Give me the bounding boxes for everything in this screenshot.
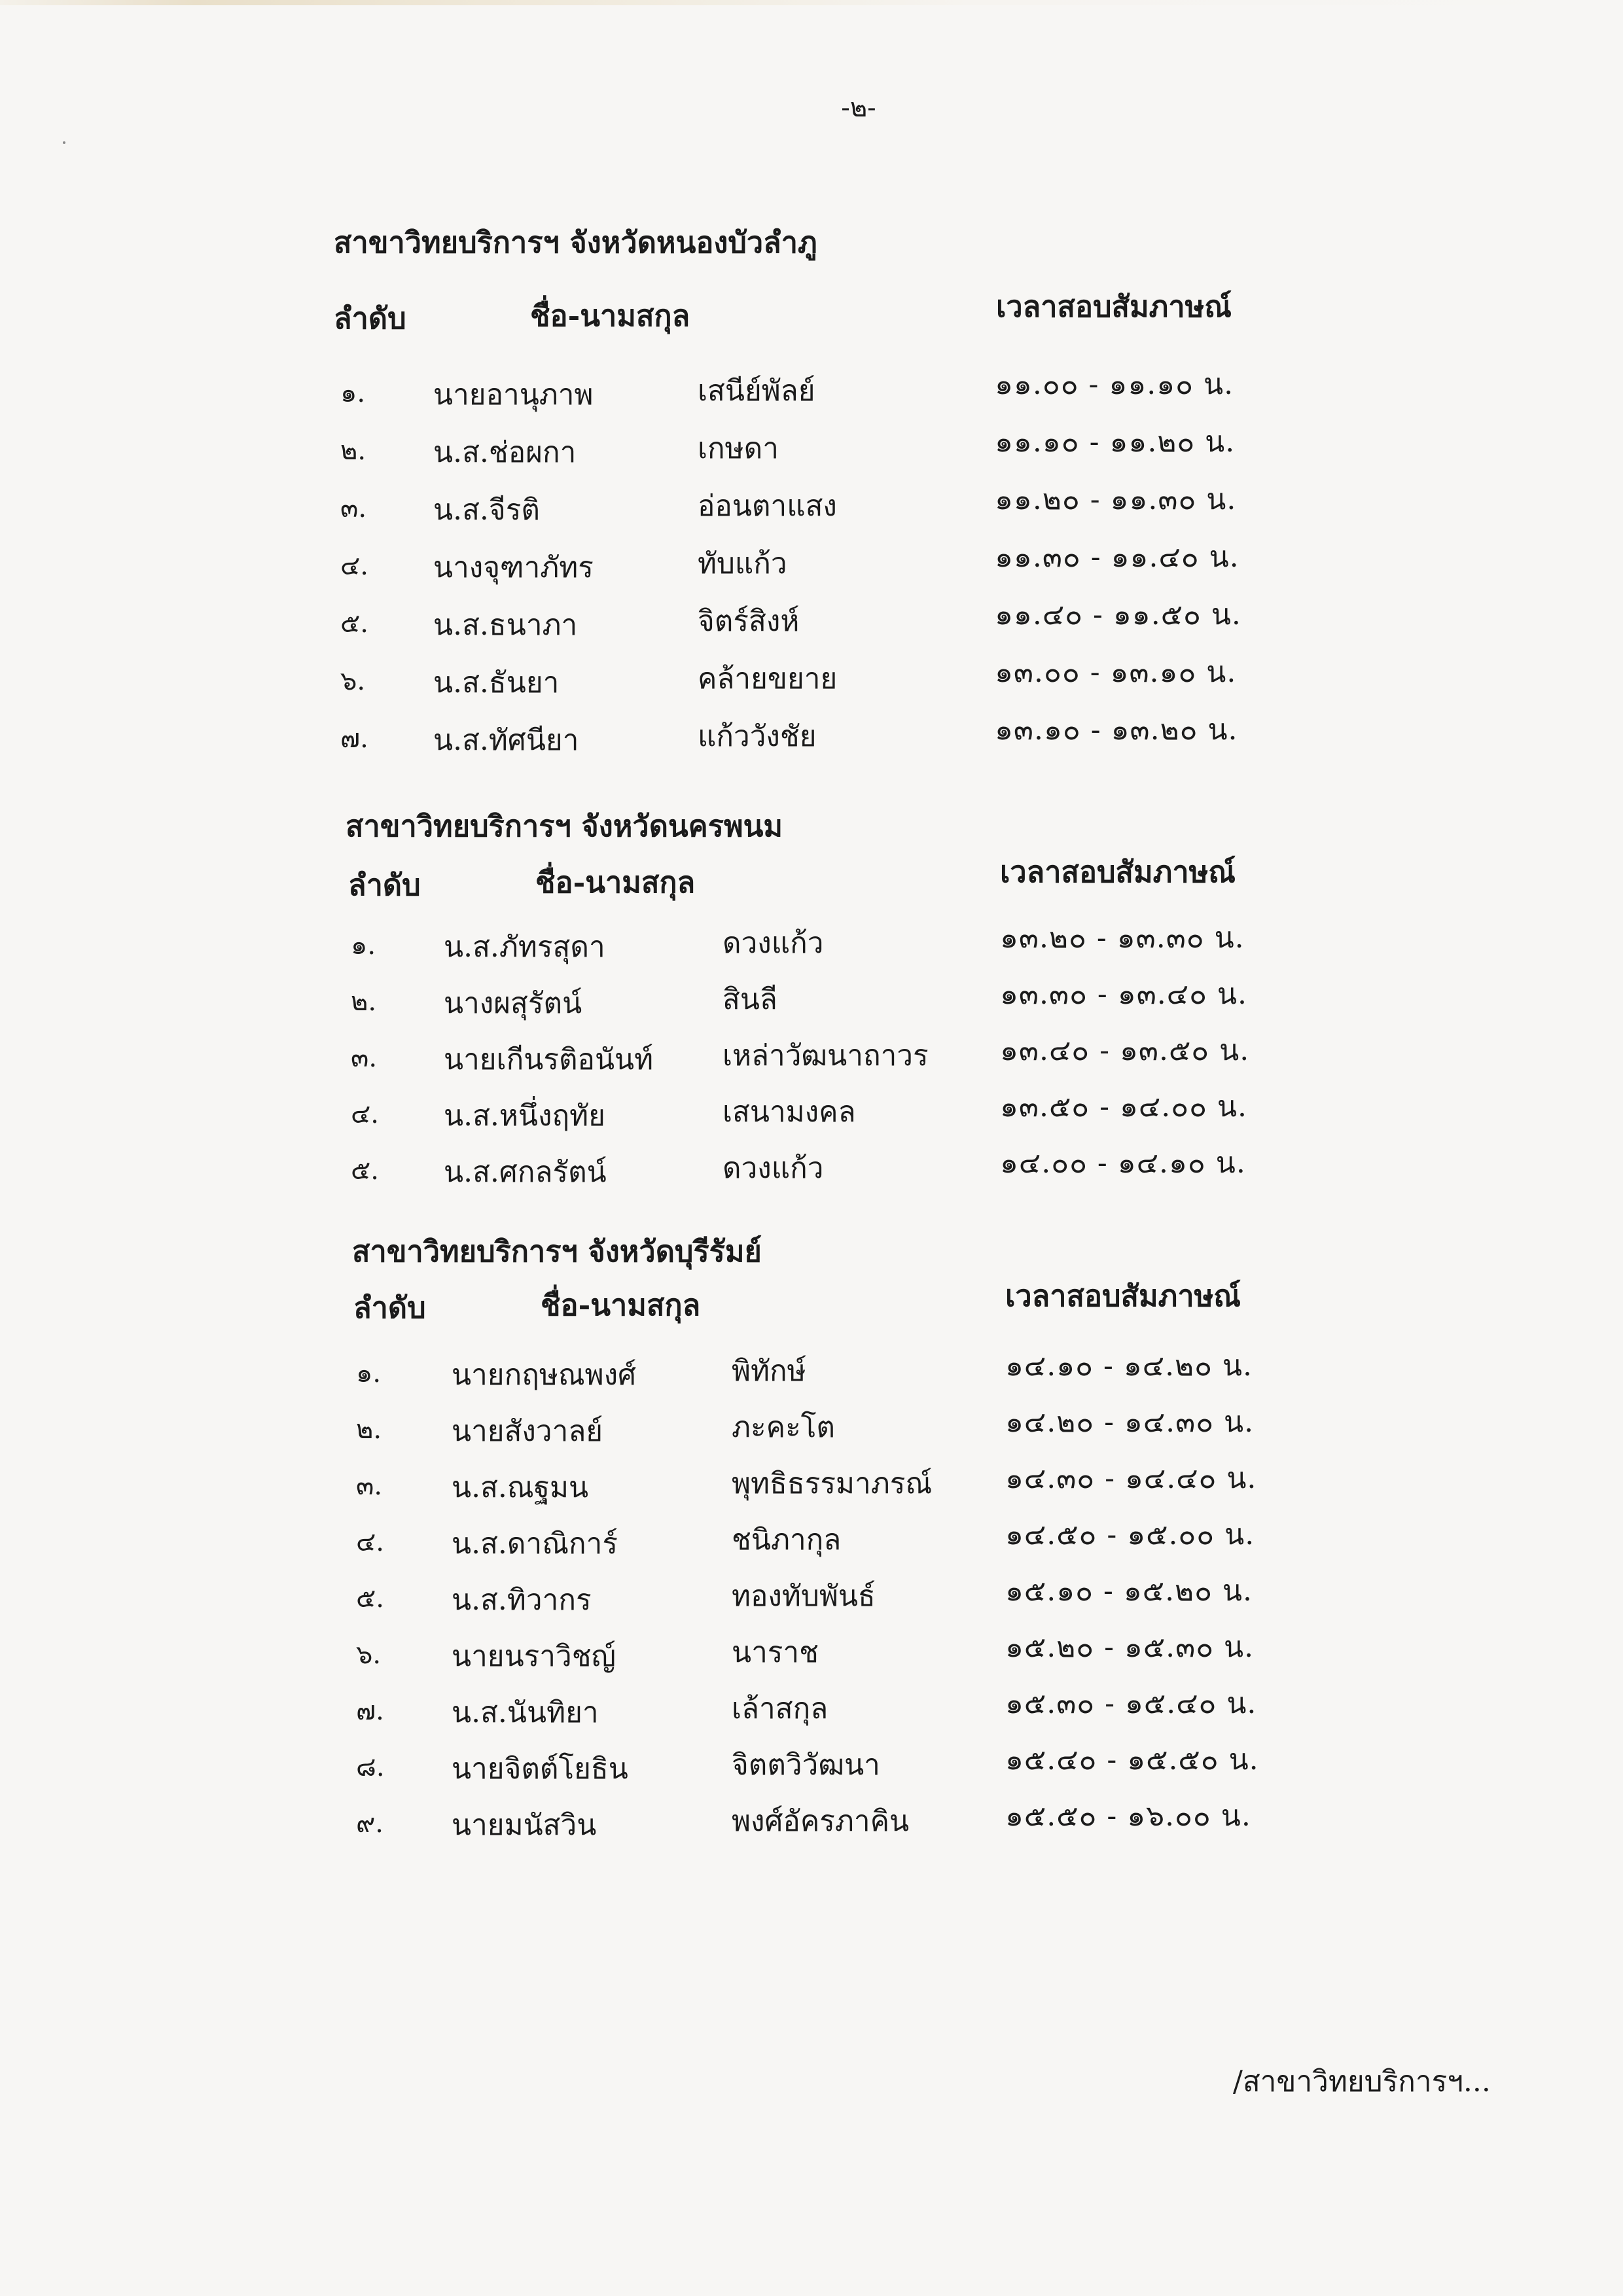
row-order: ๗.	[356, 1696, 384, 1726]
row-order: ๓.	[340, 493, 367, 523]
section-title: สาขาวิทยบริการฯ จังหวัดนครพนม	[346, 809, 783, 843]
row-order: ๓.	[351, 1043, 378, 1073]
row-order: ๑.	[351, 930, 376, 961]
row-last-name: สินลี	[722, 983, 777, 1016]
row-last-name: ทับแก้ว	[698, 547, 787, 580]
row-first-name: น.ส.ภัทรสุดา	[444, 930, 605, 964]
row-last-name: พิทักษ์	[732, 1354, 806, 1388]
row-order: ๑.	[356, 1358, 382, 1388]
row-last-name: เล้าสกุล	[732, 1692, 829, 1725]
row-first-name: นายสังวาลย์	[452, 1415, 603, 1448]
row-last-name: พงศ์อัครภาคิน	[732, 1805, 910, 1838]
page-number: -๒-	[841, 93, 876, 123]
row-time: ๑๕.๓๐ - ๑๕.๔๐ น.	[1005, 1687, 1257, 1720]
row-order: ๘.	[356, 1752, 385, 1782]
row-order: ๗.	[340, 724, 368, 754]
row-last-name: คล้ายขยาย	[698, 662, 838, 696]
row-time: ๑๕.๔๐ - ๑๕.๕๐ น.	[1005, 1743, 1259, 1776]
row-last-name: เสนีย์พัลย์	[698, 374, 815, 408]
row-first-name: นายกฤษณพงศ์	[452, 1358, 637, 1392]
row-first-name: นางจุฑาภัทร	[433, 551, 594, 584]
row-time: ๑๓.๓๐ - ๑๓.๔๐ น.	[1000, 978, 1247, 1011]
row-time: ๑๓.๐๐ - ๑๓.๑๐ น.	[995, 656, 1237, 689]
row-time: ๑๑.๒๐ - ๑๑.๓๐ น.	[995, 483, 1237, 516]
row-first-name: น.ส.ช่อผกา	[433, 436, 577, 469]
row-order: ๕.	[351, 1156, 379, 1186]
header-order: ลำดับ	[348, 868, 421, 902]
row-first-name: นายเกีนรติอนันท์	[444, 1043, 654, 1076]
row-last-name: ภะคะโต	[732, 1411, 835, 1444]
header-time: เวลาสอบสัมภาษณ์	[996, 289, 1232, 324]
row-order: ๒.	[351, 987, 377, 1017]
row-time: ๑๓.๔๐ - ๑๓.๕๐ น.	[1000, 1034, 1250, 1067]
row-order: ๖.	[356, 1640, 382, 1670]
row-last-name: จิตตวิวัฒนา	[732, 1748, 880, 1782]
row-time: ๑๕.๒๐ - ๑๕.๓๐ น.	[1005, 1631, 1255, 1664]
row-time: ๑๔.๒๐ - ๑๔.๓๐ น.	[1005, 1405, 1255, 1439]
row-last-name: ดวงแก้ว	[722, 1152, 824, 1185]
row-last-name: อ่อนตาแสง	[698, 489, 837, 523]
row-first-name: นายนราวิชญ์	[452, 1640, 616, 1673]
row-time: ๑๓.๕๐ - ๑๔.๐๐ น.	[1000, 1090, 1247, 1123]
row-time: ๑๑.๐๐ - ๑๑.๑๐ น.	[995, 368, 1234, 401]
row-first-name: น.ส.หนึ่งฤทัย	[444, 1099, 605, 1133]
row-last-name: เกษดา	[698, 432, 779, 465]
header-name: ชื่อ-นามสกุล	[535, 865, 696, 900]
header-name: ชื่อ-นามสกุล	[541, 1288, 701, 1322]
row-first-name: น.ส.ดาณิการ์	[452, 1527, 618, 1561]
row-first-name: น.ส.ธนาภา	[433, 609, 578, 642]
row-order: ๕.	[356, 1583, 384, 1614]
row-order: ๔.	[340, 551, 368, 581]
row-order: ๒.	[340, 436, 366, 466]
row-first-name: น.ส.จีรติ	[433, 493, 540, 527]
row-last-name: เหล่าวัฒนาถาวร	[722, 1039, 929, 1072]
row-last-name: จิตร์สิงห์	[698, 605, 800, 638]
header-time: เวลาสอบสัมภาษณ์	[1005, 1279, 1241, 1313]
row-last-name: ดวงแก้ว	[722, 927, 824, 960]
row-time: ๑๑.๔๐ - ๑๑.๕๐ น.	[995, 598, 1241, 631]
header-order: ลำดับ	[334, 301, 406, 336]
row-last-name: ชนิภากุล	[732, 1523, 842, 1557]
row-first-name: น.ส.ณฐมน	[452, 1471, 589, 1504]
continuation-footer: /สาขาวิทยบริการฯ...	[1233, 2065, 1491, 2098]
section-title: สาขาวิทยบริการฯ จังหวัดบุรีรัมย์	[352, 1234, 762, 1269]
row-time: ๑๓.๒๐ - ๑๓.๓๐ น.	[1000, 921, 1245, 955]
row-order: ๑.	[340, 378, 366, 408]
row-order: ๕.	[340, 609, 368, 639]
row-first-name: น.ส.ทัศนียา	[433, 724, 579, 757]
row-order: ๓.	[356, 1471, 383, 1501]
header-name: ชื่อ-นามสกุล	[530, 298, 690, 333]
row-time: ๑๑.๑๐ - ๑๑.๒๐ น.	[995, 425, 1236, 459]
row-first-name: นายอานุภาพ	[433, 378, 594, 412]
row-last-name: ทองทับพันธ์	[732, 1580, 876, 1613]
row-time: ๑๔.๕๐ - ๑๕.๐๐ น.	[1005, 1518, 1255, 1551]
row-order: ๙.	[356, 1809, 384, 1839]
row-last-name: แก้ววังชัย	[698, 720, 817, 753]
row-order: ๖.	[340, 666, 366, 696]
row-time: ๑๔.๐๐ - ๑๔.๑๐ น.	[1000, 1146, 1246, 1180]
row-first-name: นางผสุรัตน์	[444, 987, 582, 1020]
row-first-name: น.ส.ทิวากร	[452, 1583, 592, 1617]
header-time: เวลาสอบสัมภาษณ์	[1000, 855, 1236, 889]
row-first-name: นายจิตต์โยธิน	[452, 1752, 628, 1786]
row-order: ๔.	[351, 1099, 379, 1129]
row-first-name: น.ส.นันทิยา	[452, 1696, 599, 1729]
scan-edge	[0, 0, 1623, 5]
row-time: ๑๕.๑๐ - ๑๕.๒๐ น.	[1005, 1574, 1253, 1608]
row-time: ๑๕.๕๐ - ๑๖.๐๐ น.	[1005, 1799, 1251, 1833]
row-order: ๔.	[356, 1527, 384, 1557]
row-last-name: นาราช	[732, 1636, 819, 1669]
scan-speck	[63, 141, 65, 144]
row-time: ๑๔.๓๐ - ๑๔.๔๐ น.	[1005, 1462, 1257, 1495]
row-time: ๑๔.๑๐ - ๑๔.๒๐ น.	[1005, 1349, 1253, 1383]
row-last-name: พุทธิธรรมาภรณ์	[732, 1467, 933, 1500]
row-first-name: น.ส.ธันยา	[433, 666, 560, 699]
row-time: ๑๑.๓๐ - ๑๑.๔๐ น.	[995, 540, 1240, 574]
section-title: สาขาวิทยบริการฯ จังหวัดหนองบัวลำภู	[334, 225, 817, 260]
row-last-name: เสนามงคล	[722, 1095, 856, 1129]
row-first-name: น.ส.ศกลรัตน์	[444, 1156, 607, 1189]
row-first-name: นายมนัสวิน	[452, 1809, 597, 1842]
row-order: ๒.	[356, 1415, 382, 1445]
header-order: ลำดับ	[353, 1290, 426, 1325]
row-time: ๑๓.๑๐ - ๑๓.๒๐ น.	[995, 713, 1238, 747]
